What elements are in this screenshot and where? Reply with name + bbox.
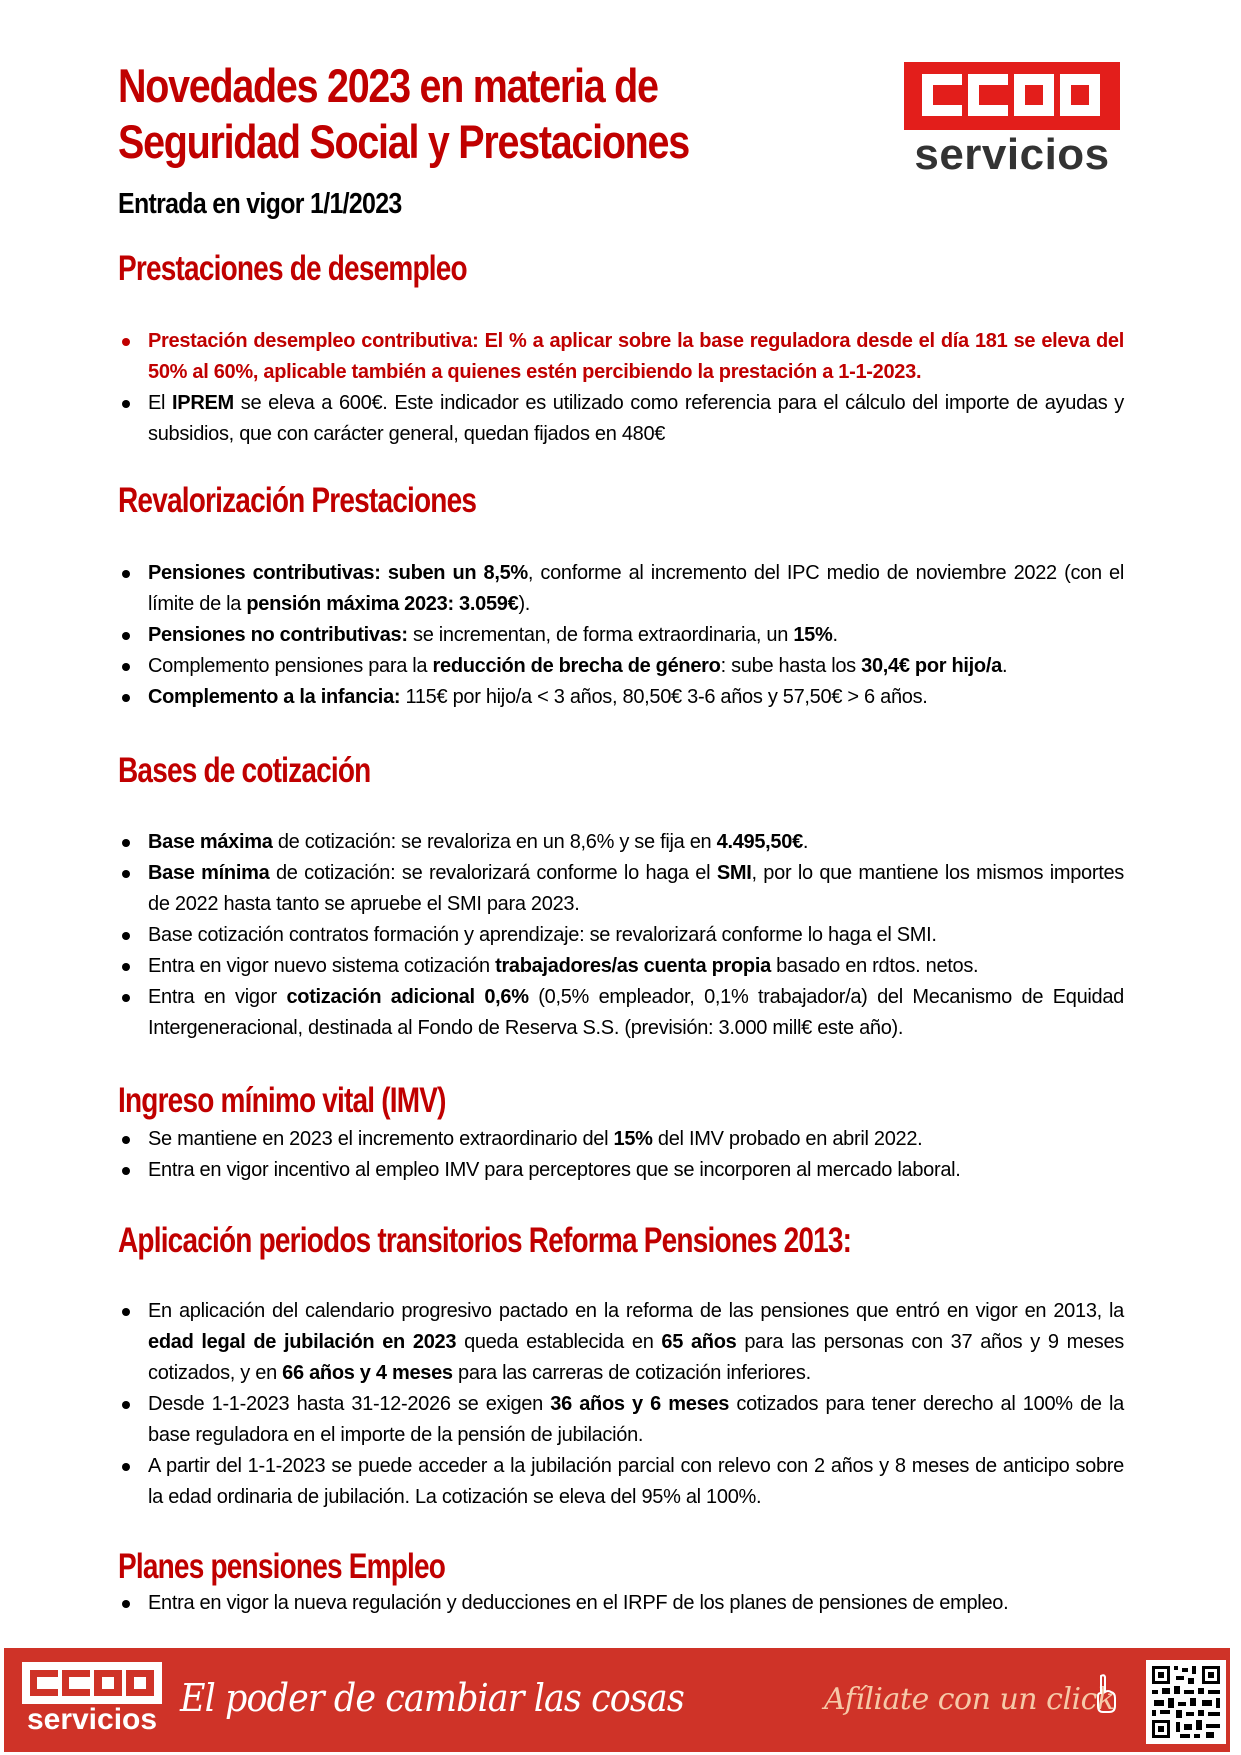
bullet-text: Entra en vigor incentivo al empleo IMV para perceptores que se incorporen al mercado laboral. [148,1159,961,1181]
bullet-text-bold: Base mínima [148,862,270,884]
bullet-text-bold: 65 años [661,1331,737,1353]
qr-code-icon[interactable] [1146,1660,1226,1744]
logo-glyph-c [968,74,1008,116]
bullet-item [118,858,1124,920]
page-title [118,58,689,170]
bullet-text: , por lo que mantiene los mismos importes de 2022 hasta tanto se apruebe el SMI para 2023. [148,862,1124,915]
bullet-text: En aplicación del calendario progresivo pactado en la reforma de las pensiones que entró en vigor en 2013, la [148,1300,1124,1322]
page-subtitle: Entrada en vigor 1/1/2023 [118,188,402,220]
section-heading-bases: Bases de cotización [118,751,371,790]
bullet-text: de cotización: se revaloriza en un 8,6% y se fija en [272,831,717,853]
bullet-text: Entra en vigor nuevo sistema cotización [148,955,496,977]
bullet-text: basado en rdtos. netos. [770,955,979,977]
section-list-planes [118,1588,1124,1619]
bullet-text: . [1001,655,1008,677]
bullet-text-bold: reducción de brecha de género [432,655,721,677]
bullet-item [118,827,1124,858]
bullet-text: cotizados para tener derecho al 100% de la base reguladora en el importe de la pensión de jubilación. [148,1393,1124,1446]
bullet-item [118,651,1124,682]
bullet-item [118,920,1124,951]
bullet-text: . [802,831,809,853]
bullet-text: para las personas con 37 años y 9 meses cotizados, y en [148,1331,1125,1384]
bullet-item [118,558,1124,620]
bullet-text-bold: Pensiones contributivas: suben un 8,5% [148,562,528,584]
bullet-text: para las carreras de cotización inferiores. [452,1362,811,1384]
bullet-item [118,1451,1124,1513]
logo-wordmark: servicios [914,130,1110,179]
bullet-text: Se mantiene en 2023 el incremento extraordinario del [148,1128,614,1150]
bullet-text: Desde 1-1-2023 hasta 31-12-2026 se exigen [148,1393,551,1415]
bullet-text: A partir del 1-1-2023 se puede acceder a la jubilación parcial con relevo con 2 años y 8 meses de anticipo sobre la edad ordinaria de jubilación. La cotización se eleva del 95% al 100%. [148,1455,1124,1508]
bullet-text-bold: 15% [613,1128,653,1150]
bullet-text: Entra en vigor la nueva regulación y deducciones en el IRPF de los planes de pensiones de empleo. [148,1592,1009,1614]
bullet-text-bold: Prestación desempleo contributiva: El % a aplicar sobre la base reguladora desde el día 181 se eleva del 50% al 60%, aplicable también a quienes estén percibiendo la prestación a 1-1-2023. [148,330,1124,383]
bullet-text: . [832,624,838,646]
bullet-text: Base cotización contratos formación y aprendizaje: se revalorizará conforme lo haga el SMI. [148,924,937,946]
bullet-text: queda establecida en [456,1331,662,1353]
footer-logo-glyph-c [30,1670,58,1696]
hand-pointer-icon[interactable] [1094,1674,1118,1714]
logo-glyph-o [1014,74,1054,116]
bullet-text: ). [518,593,531,615]
bullet-text: del IMV probado en abril 2022. [652,1128,923,1150]
bullet-text-bold: Base máxima [148,831,273,853]
bullet-text: Entra en vigor [148,986,287,1008]
bullet-item [118,1155,1124,1186]
bullet-item [118,1124,1124,1155]
footer-logo-glyph-o [94,1670,122,1696]
section-list-bases [118,827,1124,1044]
logo-glyph-o [1060,74,1100,116]
bullet-item [118,388,1124,450]
title-line-1: Novedades 2023 en materia de [118,59,658,112]
section-heading-revalorizacion: Revalorización Prestaciones [118,481,477,520]
bullet-text-bold: edad legal de jubilación en 2023 [148,1331,457,1353]
bullet-item [118,1296,1124,1389]
section-list-reforma [118,1296,1124,1513]
section-list-revalorizacion [118,558,1124,713]
bullet-text: Complemento pensiones para la [148,655,433,677]
bullet-text: : sube hasta los [720,655,862,677]
section-heading-reforma: Aplicación periodos transitorios Reforma Pensiones 2013: [118,1221,852,1260]
bullet-text-bold: 4.495,50€ [716,831,803,853]
bullet-text-bold: pensión máxima 2023: 3.059€ [246,593,519,615]
bullet-text: El [148,392,173,414]
ccoo-logo-box [904,62,1120,130]
bullet-text-bold: 15% [793,624,833,646]
bullet-item [118,982,1124,1044]
bullet-text: de cotización: se revalorizará conforme lo haga el [269,862,717,884]
bullet-text-bold: trabajadores/as cuenta propia [495,955,771,977]
bullet-item [118,1389,1124,1451]
bullet-item [118,1588,1124,1619]
bullet-text-bold: Complemento a la infancia: [148,686,401,708]
footer-slogan: El poder de cambiar las cosas [180,1676,684,1720]
bullet-text-bold: IPREM [172,392,234,414]
ccoo-servicios-logo [904,62,1120,184]
bullet-text-bold: cotización adicional 0,6% [286,986,529,1008]
footer-logo-wordmark: servicios [26,1703,158,1736]
bullet-text: se incrementan, de forma extraordinaria, un [407,624,794,646]
section-list-desempleo [118,326,1124,450]
title-line-2: Seguridad Social y Prestaciones [118,115,689,168]
bullet-text: , conforme al incremento del IPC medio de noviembre 2022 (con el límite de la [148,562,1124,615]
logo-glyph-c [922,74,962,116]
bullet-item [118,682,1124,713]
bullet-text-bold: 66 años y 4 meses [282,1362,453,1384]
bullet-text-bold: 30,4€ por hijo/a [861,655,1002,677]
section-list-imv [118,1124,1124,1186]
footer-banner [4,1648,1230,1752]
bullet-text: (0,5% empleador, 0,1% trabajador/a) del Mecanismo de Equidad Intergeneracional, destinada al Fondo de Reserva S.S. (previsión: 3.000 mill€ este año). [148,986,1125,1039]
footer-ccoo-logo [22,1662,162,1742]
bullet-item [118,620,1124,651]
footer-logo-glyph-c [62,1670,90,1696]
bullet-text: 115€ por hijo/a < 3 años, 80,50€ 3-6 años y 57,50€ > 6 años. [400,686,928,708]
section-heading-desempleo: Prestaciones de desempleo [118,249,467,288]
section-heading-planes: Planes pensiones Empleo [118,1547,446,1586]
bullet-text-bold: 36 años y 6 meses [550,1393,730,1415]
bullet-text: se eleva a 600€. Este indicador es utilizado como referencia para el cálculo del importe de ayudas y subsidios, que con carácter general, quedan fijados en 480€ [148,392,1124,445]
footer-logo-glyph-o [126,1670,154,1696]
section-heading-imv: Ingreso mínimo vital (IMV) [118,1081,446,1120]
bullet-text-bold: Pensiones no contributivas: [148,624,408,646]
affiliate-cta-link[interactable]: Afíliate con un click [824,1682,1115,1717]
bullet-item [118,951,1124,982]
bullet-item [118,326,1124,388]
bullet-text-bold: SMI [716,862,752,884]
